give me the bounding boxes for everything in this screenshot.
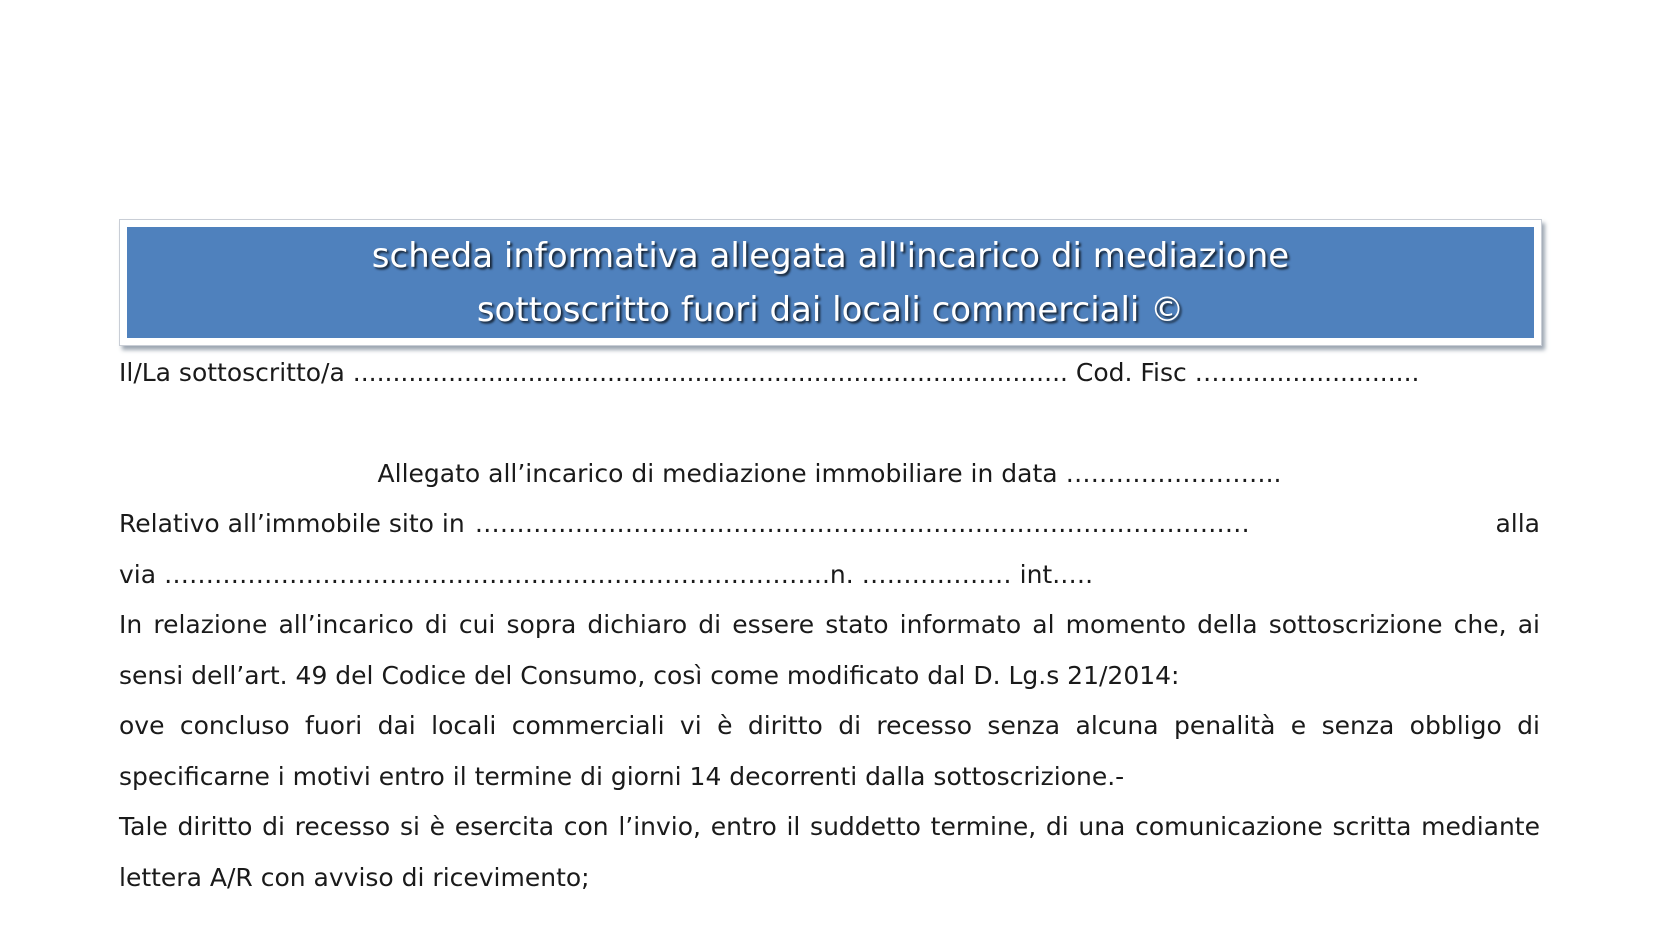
title-line-1: scheda informativa allegata all'incarico di mediazione xyxy=(371,235,1290,276)
via-label: via xyxy=(119,560,157,589)
title-box xyxy=(119,219,1542,346)
address-row xyxy=(119,558,1540,592)
signer-name-field[interactable]: .......................................................................................... xyxy=(352,358,1068,387)
attachment-label: Allegato all’incarico di mediazione immobiliare in data xyxy=(377,459,1058,488)
signer-row xyxy=(119,356,1540,390)
paragraph-1-line-2: sensi dell’art. 49 del Codice del Consumo, così come modificato dal D. Lg.s 21/2014: xyxy=(119,661,1180,690)
attachment-date-field[interactable]: …………………….. xyxy=(1065,459,1282,488)
paragraph-3-line-1: Tale diritto di recesso si è esercita con l’invio, entro il suddetto termine, di una comunicazione scritta mediante xyxy=(119,812,1540,841)
title-line-2: sottoscritto fuori dai locali commerciali © xyxy=(476,289,1185,330)
property-alla-label: alla xyxy=(1495,509,1540,538)
number-label: n. xyxy=(829,560,854,589)
signer-label: Il/La sottoscritto/a xyxy=(119,358,345,387)
attachment-row xyxy=(119,457,1540,491)
paragraph-3-line-2: lettera A/R con avviso di ricevimento; xyxy=(119,863,590,892)
title-banner xyxy=(127,227,1534,338)
via-field[interactable]: …………………………………………………………………….. xyxy=(164,560,830,589)
number-field[interactable]: ……………… xyxy=(861,560,1012,589)
codfisc-field[interactable]: ……...................... xyxy=(1194,358,1420,387)
property-label: Relativo all’immobile sito in xyxy=(119,509,465,538)
int-field[interactable]: …. xyxy=(1060,560,1094,589)
paragraph-1-line-1: In relazione all’incarico di cui sopra dichiaro di essere stato informato al momento della sottoscrizione che, ai xyxy=(119,610,1540,639)
codfisc-label: Cod. Fisc xyxy=(1075,358,1187,387)
property-row xyxy=(119,507,1540,541)
paragraph-2-line-1: ove concluso fuori dai locali commerciali vi è diritto di recesso senza alcuna penalità e senza obbligo di xyxy=(119,711,1540,740)
paragraph-2-line-2: specificarne i motivi entro il termine di giorni 14 decorrenti dalla sottoscrizione.- xyxy=(119,762,1125,791)
property-location-field[interactable]: ………………………………………………………………………………… xyxy=(474,509,1250,538)
int-label: int. xyxy=(1019,560,1061,589)
